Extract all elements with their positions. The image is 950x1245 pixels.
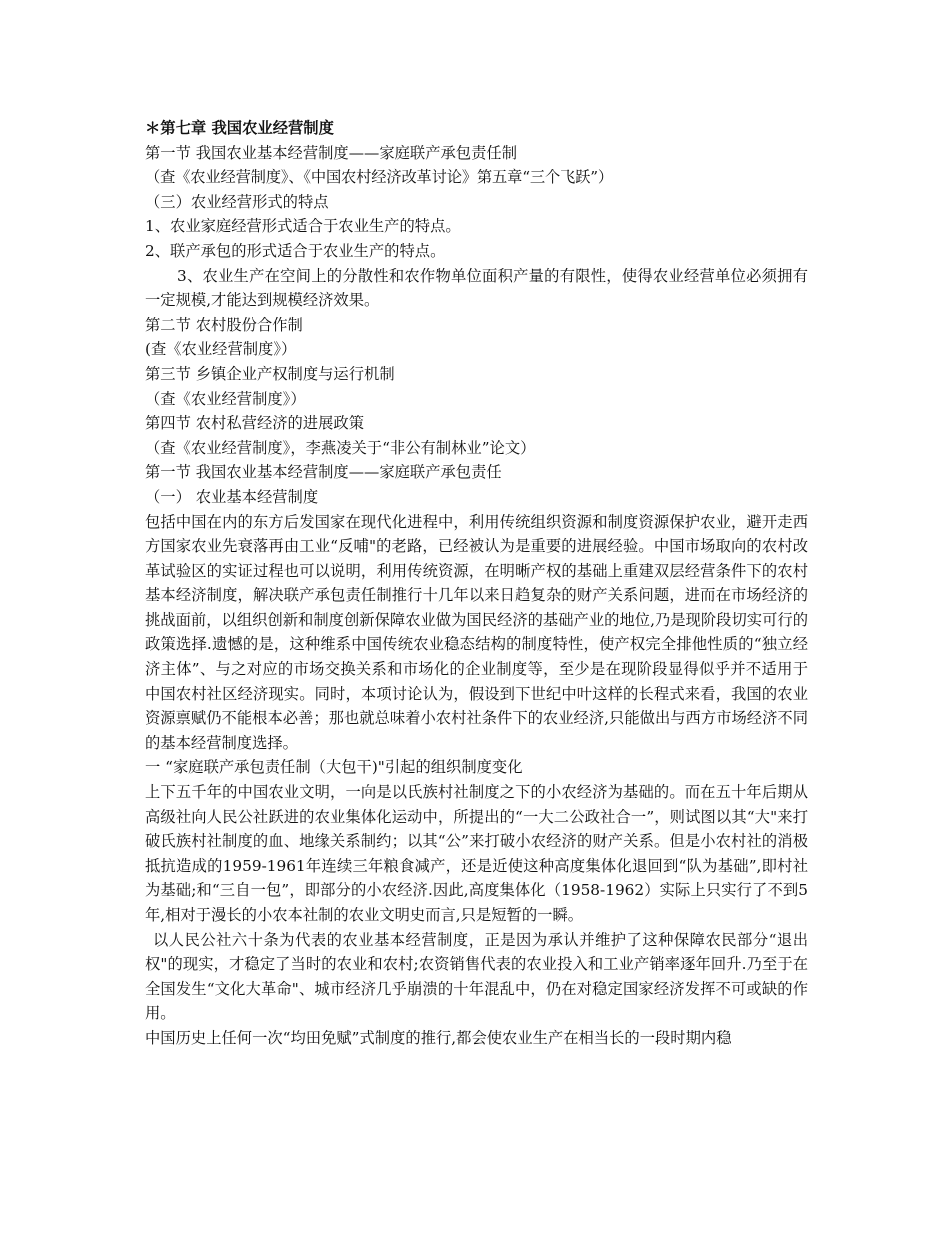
section-reference: （查《农业经营制度》，李燕凌关于“非公有制林业”论文） [145,438,536,457]
subsection-heading: （一） 农业基本经营制度 [145,487,319,506]
section-reference: （查《农业经营制度》、《中国农村经济改革讨论》第五章“三个飞跃”） [145,168,613,187]
numbered-heading: 一 “家庭联产承包责任制（大包干)"引起的组织制度变化 [145,758,523,777]
list-item: 2、联产承包的形式适合于农业生产的特点。 [145,241,446,260]
subsection-heading: （三）农业经营形式的特点 [145,192,329,211]
document-page [145,116,808,1051]
body-paragraph: 以人民公社六十条为代表的农业基本经营制度，正是因为承认并维护了这种保障农民部分“退出权"的现实，才稳定了当时的农业和农村;农资销售代表的农业投入和工业产销率逐年回升.乃至于在全国发生“文化大革命"、城市经济几乎崩溃的十年混乱中，仍在对稳定国家经济发挥不可或缺的作用。 [145,930,808,1023]
section-heading: 第一节 我国农业基本经营制度——家庭联产承包责任 [145,463,502,482]
list-item: 3、农业生产在空间上的分散性和农作物单位面积产量的有限性，使得农业经营单位必须拥有一定规模,才能达到规模经济效果。 [145,266,808,310]
section-heading: 第四节 农村私营经济的进展政策 [145,414,365,433]
section-heading: 第一节 我国农业基本经营制度——家庭联产承包责任制 [145,143,517,162]
section-reference: (查《农业经营制度》） [145,340,297,359]
section-reference: （查《农业经营制度》） [145,389,306,408]
body-paragraph: 中国历史上任何一次“均田免赋”式制度的推行,都会使农业生产在相当长的一段时期内稳 [145,1028,732,1047]
list-item: 1、农业家庭经营形式适合于农业生产的特点。 [145,217,461,236]
body-paragraph: 上下五千年的中国农业文明，一向是以氏族村社制度之下的小农经济为基础的。而在五十年后期从高级社向人民公社跃进的农业集体化运动中，所提出的“一大二公政社合一”，则试图以其“大"来打破氏族村社制度的血、地缘关系制约；以其“公”来打破小农经济的财产关系。但是小农村社的消极抵抗造成的1959-1961年连续三年粮食减产，还是近使这种高度集体化退回到“队为基础”,即村社为基础;和“三自一包”，即部分的小农经济.因此,高度集体化（1958-1962）实际上只实行了不到5年,相对于漫长的小农本社制的农业文明史而言,只是短暂的一瞬。 [145,783,808,924]
section-heading: 第二节 农村股份合作制 [145,315,303,334]
section-heading: 第三节 乡镇企业产权制度与运行机制 [145,364,395,383]
chapter-title: ＊第七章 我国农业经营制度 [145,119,334,137]
body-paragraph: 包括中国在内的东方后发国家在现代化进程中，利用传统组织资源和制度资源保护农业，避开走西方国家农业先衰落再由工业“反哺"的老路，已经被认为是重要的进展经验。中国市场取向的农村改革试验区的实证过程也可以说明，利用传统资源，在明晰产权的基础上重建双层经营条件下的农村基本经济制度，解决联产承包责任制推行十几年以来日趋复杂的财产关系问题，进而在市场经济的挑战面前，以组织创新和制度创新保障农业做为国民经济的基础产业的地位,乃是现阶段切实可行的政策选择.遗憾的是，这种维系中国传统农业稳态结构的制度特性，使产权完全排他性质的“独立经济主体”、与之对应的市场交换关系和市场化的企业制度等，至少是在现阶段显得似乎并不适用于中国农村社区经济现实。同时，本项讨论认为，假设到下世纪中叶这样的长程式来看，我国的农业资源禀赋仍不能根本必善；那也就总味着小农村社条件下的农业经济,只能做出与西方市场经济不同的基本经营制度选择。 [145,512,808,752]
